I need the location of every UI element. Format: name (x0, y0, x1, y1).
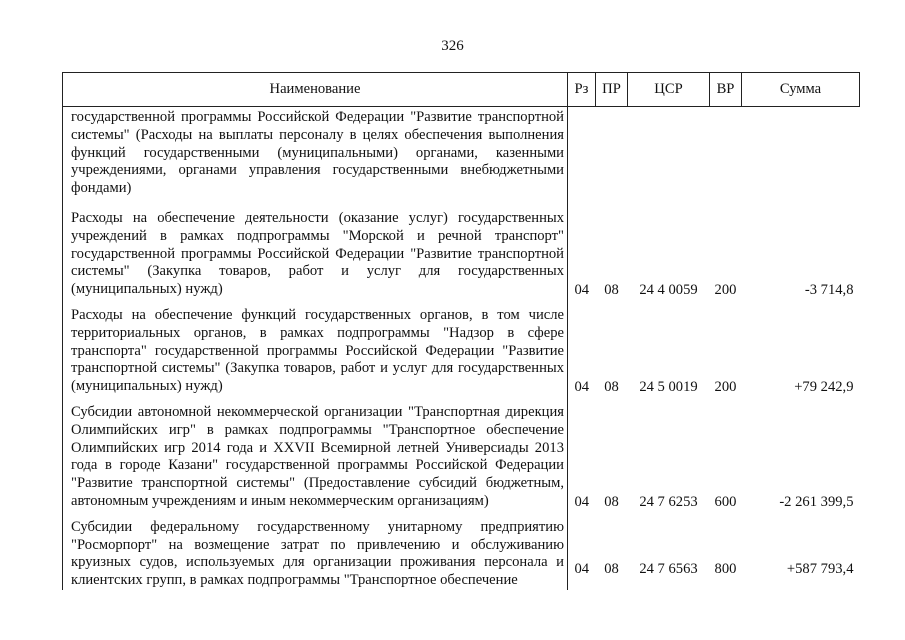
row-csr: 24 7 6253 (639, 493, 698, 510)
row-pr: 08 (604, 378, 619, 395)
row-sum (742, 107, 860, 210)
row-vr: 600 (714, 493, 737, 510)
row-vr: 200 (714, 281, 737, 298)
row-name-text: Субсидии автономной некоммерческой организации "Транспортная дирекция Олимпийских игр" в рамках подпрограммы "Транспортное обеспечение Олимпийских игр 2014 года и XXVII Всемирной летней Универсиады 2013 года в городе Казани" государственной программы Российской Федерации "Развитие транспортной системы" (Предоставление субсидий бюджетным, автономным учреждениям и иным некоммерческим организациям) (71, 403, 564, 509)
header-csr: ЦСР (628, 73, 710, 107)
row-vr: 800 (714, 560, 737, 577)
header-sum: Сумма (742, 73, 860, 107)
row-csr (628, 107, 710, 210)
row-rz: 04 (574, 493, 590, 510)
table-row (63, 107, 860, 210)
header-pr: ПР (596, 73, 628, 107)
row-pr: 08 (604, 493, 619, 510)
page-number: 326 (441, 38, 464, 54)
row-sum: +79 242,9 (794, 378, 854, 395)
row-csr: 24 5 0019 (639, 378, 698, 395)
row-name (63, 107, 568, 210)
row-pr: 08 (604, 560, 619, 577)
row-name-text: Субсидии федеральному государственному унитарному предприятию "Росморпорт" на возмещение затрат по привлечению и обслуживанию круизных судов, используемых для организации проживания персонала и клиентских групп, в рамках подпрограммы "Транспортное обеспечение (71, 518, 564, 589)
row-name-text: Расходы на обеспечение деятельности (оказание услуг) государственных учреждений в рамках подпрограммы "Морской и речной транспорт" государственной программы Российской Федерации "Развитие транспортной системы" (Закупка товаров, работ и услуг для государственных (муниципальных) нужд) (71, 209, 564, 298)
row-csr: 24 7 6563 (639, 560, 698, 577)
row-sum: -3 714,8 (804, 281, 854, 298)
row-vr: 200 (714, 378, 737, 395)
budget-table (62, 72, 860, 590)
table-row (63, 307, 860, 404)
table-header-row (63, 73, 860, 107)
row-name (63, 210, 568, 307)
row-name (63, 404, 568, 519)
row-rz: 04 (574, 378, 590, 395)
row-rz: 04 (574, 281, 590, 298)
table-row (63, 404, 860, 519)
row-name-text: Расходы на обеспечение функций государственных органов, в том числе территориальных органов, в рамках подпрограммы "Надзор в сфере транспорта" государственной программы Российской Федерации "Развитие транспортной системы" (Закупка товаров, работ и услуг для государственных (муниципальных) нужд) (71, 306, 564, 395)
row-sum: -2 261 399,5 (779, 493, 854, 510)
row-name-text: государственной программы Российской Федерации "Развитие транспортной системы" (Расходы на выплаты персоналу в целях обеспечения выполнения функций государственными (муниципальными) органами, казенными учреждениями, органами управления государственными внебюджетными фондами) (71, 109, 564, 197)
row-sum: +587 793,4 (786, 560, 854, 577)
row-csr: 24 4 0059 (639, 281, 698, 298)
row-vr (710, 107, 742, 210)
table-row (63, 210, 860, 307)
row-pr: 08 (604, 281, 619, 298)
row-name (63, 519, 568, 590)
row-rz: 04 (574, 560, 590, 577)
row-name (63, 307, 568, 404)
header-name: Наименование (63, 73, 568, 107)
table-row (63, 519, 860, 590)
header-vr: ВР (710, 73, 742, 107)
header-rz: Рз (568, 73, 596, 107)
row-pr (596, 107, 628, 210)
row-rz (568, 107, 596, 210)
